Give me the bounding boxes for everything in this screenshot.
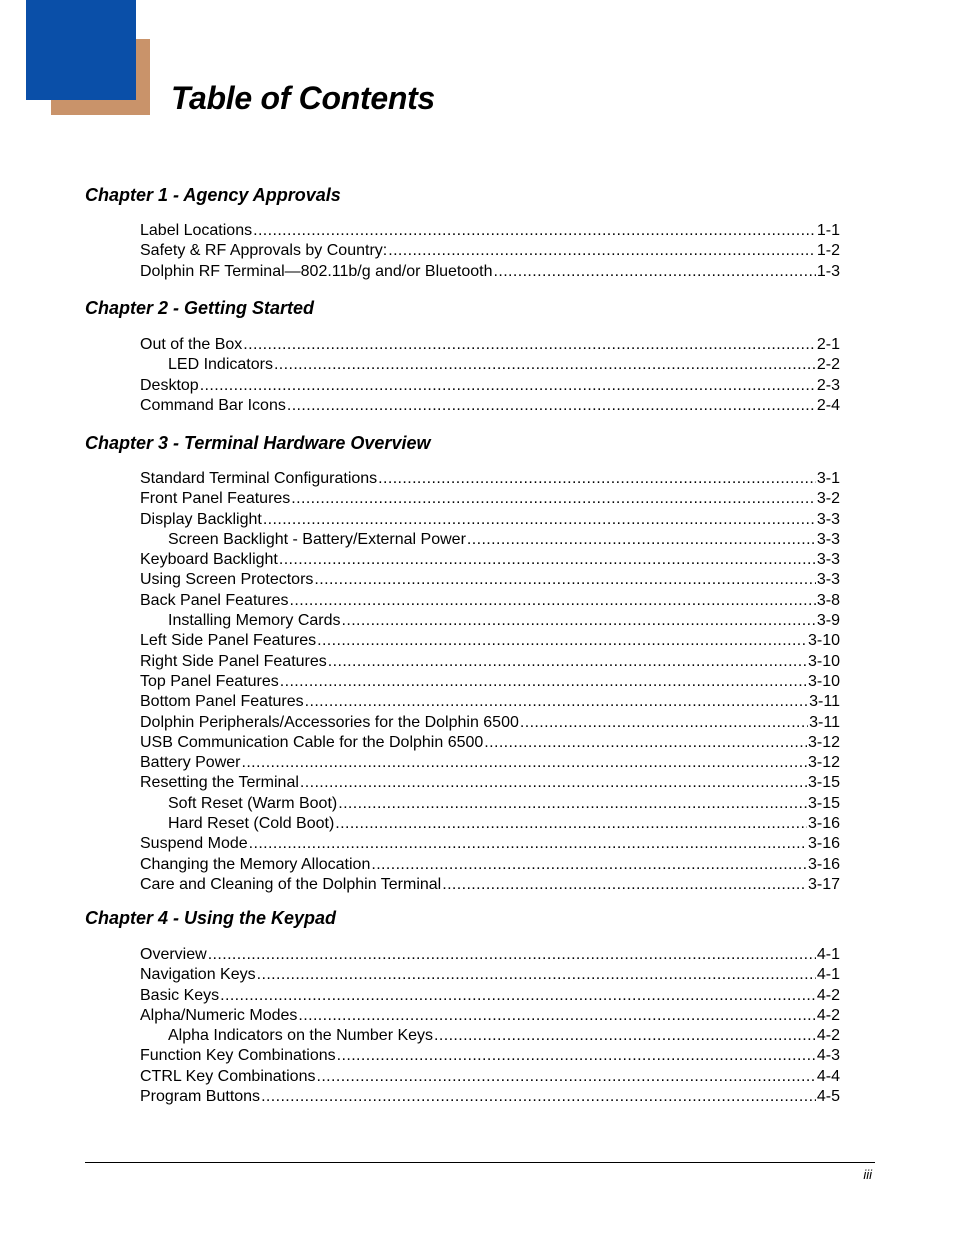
- toc-entry-label: Safety & RF Approvals by Country:: [140, 242, 388, 260]
- toc-entry-label: Dolphin Peripherals/Accessories for the Dolphin 6500: [140, 713, 519, 731]
- dot-leader: [279, 550, 816, 570]
- toc-entry-page: 4-4: [816, 1067, 840, 1085]
- toc-entry-page: 3-10: [807, 672, 840, 690]
- dot-leader: [253, 221, 816, 241]
- toc-entry-label: Label Locations: [140, 222, 253, 239]
- dot-leader: [274, 355, 816, 375]
- toc-entry-page: 3-15: [807, 774, 840, 792]
- dot-leader: [328, 652, 807, 672]
- toc-entry[interactable]: [140, 355, 840, 375]
- corner-decoration-blue: [26, 0, 136, 100]
- toc-entry[interactable]: [140, 591, 840, 611]
- dot-leader: [208, 945, 816, 965]
- toc-entry-page: 3-3: [816, 571, 840, 589]
- toc-entry-page: 3-10: [807, 652, 840, 670]
- toc-entry-page: 3-9: [816, 612, 840, 630]
- toc-entry-label: Desktop: [140, 376, 199, 394]
- chapter-title: Chapter 3 - Terminal Hardware Overview: [85, 433, 431, 453]
- toc-entry[interactable]: [140, 713, 840, 733]
- toc-entry-label: Resetting the Terminal: [140, 774, 299, 792]
- chapter-1-heading: [85, 184, 341, 206]
- dot-leader: [200, 376, 816, 396]
- toc-entry-page: 2-1: [816, 336, 840, 353]
- toc-entry-page: 1-2: [816, 242, 840, 260]
- toc-entry-label: Suspend Mode: [140, 835, 248, 853]
- toc-entry[interactable]: [140, 570, 840, 590]
- toc-entry-label: Left Side Panel Features: [140, 632, 317, 650]
- dot-leader: [243, 335, 816, 355]
- toc-entry-page: 4-5: [816, 1088, 840, 1106]
- toc-entry[interactable]: [140, 753, 840, 773]
- toc-entry[interactable]: [140, 611, 840, 631]
- toc-entry[interactable]: [140, 945, 840, 965]
- toc-entry-label: Keyboard Backlight: [140, 551, 278, 569]
- toc-entry[interactable]: [140, 469, 840, 489]
- toc-entry-page: 2-2: [816, 356, 840, 374]
- dot-leader: [484, 733, 807, 753]
- toc-entry[interactable]: [140, 550, 840, 570]
- toc-entry[interactable]: [140, 814, 840, 834]
- dot-leader: [371, 855, 807, 875]
- toc-entry[interactable]: [140, 335, 840, 355]
- toc-entry[interactable]: [140, 489, 840, 509]
- dot-leader: [291, 489, 816, 509]
- toc-entry-page: 4-2: [816, 1006, 840, 1024]
- toc-entry-label: Alpha/Numeric Modes: [140, 1006, 298, 1024]
- toc-entry-page: 3-3: [816, 551, 840, 569]
- dot-leader: [442, 875, 807, 895]
- toc-entry-label: USB Communication Cable for the Dolphin 6500: [140, 733, 484, 751]
- toc-entry[interactable]: [140, 530, 840, 550]
- dot-leader: [335, 814, 807, 834]
- toc-entry-page: 3-1: [816, 470, 840, 487]
- chapter-4-heading: [85, 907, 336, 929]
- toc-entry-label: Command Bar Icons: [140, 396, 286, 414]
- toc-entry-label: Program Buttons: [140, 1088, 261, 1106]
- dot-leader: [305, 692, 809, 712]
- toc-entry-label: Screen Backlight - Battery/External Power: [168, 530, 466, 548]
- toc-entry-page: 4-1: [816, 966, 840, 984]
- toc-entry[interactable]: [140, 262, 840, 282]
- chapter-title: Chapter 1 - Agency Approvals: [85, 185, 341, 205]
- dot-leader: [249, 834, 807, 854]
- toc-entry[interactable]: [140, 1046, 840, 1066]
- dot-leader: [316, 1067, 815, 1087]
- toc-entry-page: 4-2: [816, 1027, 840, 1045]
- toc-entry-page: 3-10: [807, 632, 840, 650]
- dot-leader: [494, 262, 816, 282]
- dot-leader: [342, 611, 816, 631]
- toc-entry-label: Basic Keys: [140, 986, 220, 1004]
- toc-entry[interactable]: [140, 773, 840, 793]
- toc-entry-page: 4-1: [816, 946, 840, 963]
- toc-entry-label: Using Screen Protectors: [140, 571, 314, 589]
- toc-entry-page: 3-11: [809, 693, 840, 711]
- toc-entry-label: Overview: [140, 946, 207, 963]
- toc-entry-label: Dolphin RF Terminal—802.11b/g and/or Bluetooth: [140, 262, 493, 280]
- toc-entry-label: Hard Reset (Cold Boot): [168, 815, 335, 833]
- dot-leader: [520, 713, 808, 733]
- toc-entry-page: 3-16: [807, 835, 840, 853]
- chapter-3-heading: [85, 432, 430, 454]
- toc-entry[interactable]: [140, 241, 840, 261]
- toc-entry[interactable]: [140, 834, 840, 854]
- toc-entry-page: 3-8: [816, 591, 840, 609]
- dot-leader: [261, 1087, 816, 1107]
- toc-entry[interactable]: [140, 875, 840, 895]
- dot-leader: [287, 396, 816, 416]
- toc-entry-label: Soft Reset (Warm Boot): [168, 794, 338, 812]
- toc-entry[interactable]: [140, 510, 840, 530]
- toc-entry-label: Standard Terminal Configurations: [140, 470, 378, 487]
- toc-entry-label: LED Indicators: [168, 356, 273, 374]
- toc-entry-label: Bottom Panel Features: [140, 693, 304, 711]
- toc-entry-page: 3-12: [807, 754, 840, 772]
- page-number: iii: [863, 1167, 872, 1182]
- toc-entry-page: 2-4: [816, 396, 840, 414]
- toc-entry-label: Top Panel Features: [140, 672, 279, 690]
- chapter-title: Chapter 2 - Getting Started: [85, 298, 315, 318]
- dot-leader: [314, 570, 815, 590]
- dot-leader: [263, 510, 816, 530]
- toc-entry-page: 1-3: [816, 262, 840, 280]
- toc-entry[interactable]: [140, 794, 840, 814]
- footer-rule: [85, 1162, 875, 1163]
- chapter-3-entries: [140, 469, 840, 895]
- toc-entry[interactable]: [140, 692, 840, 712]
- toc-entry-page: 3-12: [807, 733, 840, 751]
- toc-entry[interactable]: [140, 733, 840, 753]
- chapter-title: Chapter 4 - Using the Keypad: [85, 908, 337, 928]
- chapter-2-heading: [85, 297, 314, 319]
- dot-leader: [300, 773, 807, 793]
- dot-leader: [298, 1006, 815, 1026]
- toc-entry-page: 4-2: [816, 986, 840, 1004]
- toc-entry[interactable]: [140, 652, 840, 672]
- toc-entry[interactable]: [140, 672, 840, 692]
- toc-entry-label: Display Backlight: [140, 510, 262, 528]
- dot-leader: [337, 1046, 816, 1066]
- toc-entry[interactable]: [140, 1087, 840, 1107]
- toc-entry[interactable]: [140, 396, 840, 416]
- chapter-2-entries: [140, 335, 840, 416]
- dot-leader: [257, 965, 816, 985]
- dot-leader: [220, 986, 816, 1006]
- dot-leader: [338, 794, 807, 814]
- toc-entry-label: Out of the Box: [140, 336, 243, 353]
- chapter-1-entries: [140, 221, 840, 282]
- toc-entry[interactable]: [140, 1006, 840, 1026]
- toc-entry[interactable]: [140, 376, 840, 396]
- toc-entry-label: Back Panel Features: [140, 591, 289, 609]
- toc-entry-page: 2-3: [816, 376, 840, 394]
- chapter-4-entries: [140, 945, 840, 1107]
- dot-leader: [290, 591, 816, 611]
- toc-entry-page: 3-11: [809, 713, 840, 731]
- toc-entry-label: Right Side Panel Features: [140, 652, 327, 670]
- dot-leader: [241, 753, 806, 773]
- toc-entry[interactable]: [140, 1067, 840, 1087]
- toc-entry-page: 4-3: [816, 1047, 840, 1065]
- toc-entry-label: Changing the Memory Allocation: [140, 855, 371, 873]
- toc-entry[interactable]: [140, 986, 840, 1006]
- toc-entry-label: Installing Memory Cards: [168, 612, 341, 630]
- dot-leader: [378, 469, 816, 489]
- toc-entry-page: 3-16: [807, 815, 840, 833]
- toc-entry[interactable]: [140, 1026, 840, 1046]
- toc-entry[interactable]: [140, 965, 840, 985]
- toc-entry-page: 3-2: [816, 490, 840, 508]
- page-title: Table of Contents: [171, 80, 435, 116]
- dot-leader: [434, 1026, 816, 1046]
- toc-entry-label: Navigation Keys: [140, 966, 256, 984]
- toc-entry-page: 3-3: [816, 530, 840, 548]
- toc-entry-label: CTRL Key Combinations: [140, 1067, 316, 1085]
- toc-entry-page: 3-3: [816, 510, 840, 528]
- toc-entry[interactable]: [140, 855, 840, 875]
- toc-entry-label: Function Key Combinations: [140, 1047, 336, 1065]
- toc-entry-page: 3-15: [807, 794, 840, 812]
- toc-entry-page: 3-17: [807, 875, 840, 893]
- toc-entry[interactable]: [140, 631, 840, 651]
- toc-entry-page: 3-16: [807, 855, 840, 873]
- toc-entry-page: 1-1: [816, 222, 840, 239]
- toc-entry[interactable]: [140, 221, 840, 241]
- toc-entry-label: Front Panel Features: [140, 490, 291, 508]
- dot-leader: [467, 530, 816, 550]
- toc-entry-label: Care and Cleaning of the Dolphin Terminal: [140, 875, 442, 893]
- dot-leader: [280, 672, 807, 692]
- dot-leader: [317, 631, 807, 651]
- toc-entry-label: Alpha Indicators on the Number Keys: [168, 1027, 434, 1045]
- dot-leader: [388, 241, 816, 261]
- toc-entry-label: Battery Power: [140, 754, 241, 772]
